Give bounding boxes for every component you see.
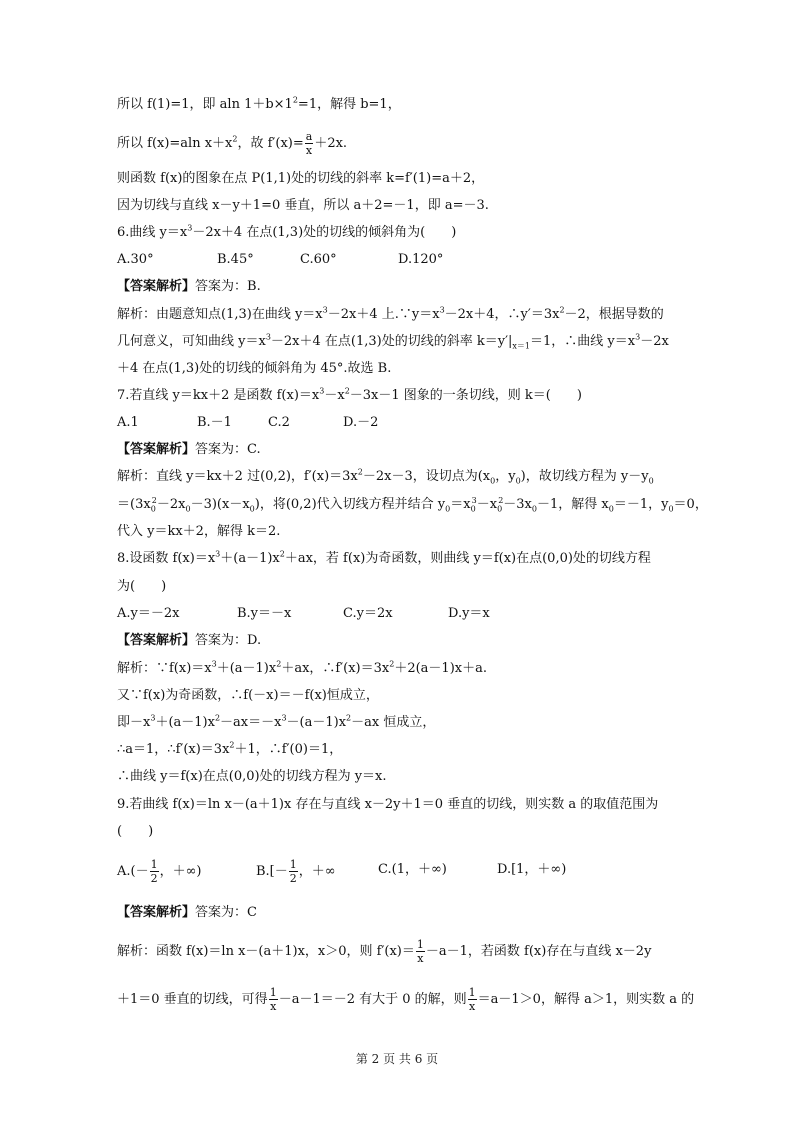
fraction: $\frac{1}{x}$ [416,938,424,965]
option-b: B.－1 [197,415,232,430]
text-line: 所以 f(1)=1，即 aln $1+b\times 1^2=1$，解得 b=1， [117,95,401,112]
option-b: B.[－ $\frac{1}{2}$ ，＋∞ [256,858,336,885]
question-9: 9.若曲线 f(x)＝ln x－(a＋1)x 存在与直线 x－2y＋1＝0 垂直的切线，则实数 a 的取值范围为 [117,797,659,812]
text-line: ∴a＝1，$\therefore f'(x)=3x^2+1$，∴f′(0)＝1， [117,740,343,757]
option-a: A.30° [117,252,154,267]
fraction: $\frac{1}{x}$ [269,986,277,1013]
answer-line: 【答案解析】答案为：B. [117,279,261,294]
text-line: ∴曲线 y＝f(x)在点(0,0)处的切线方程为 y＝x. [117,769,387,784]
answer-line: 【答案解析】答案为：D. [117,633,262,648]
option-a: A.y＝－2x [117,606,180,621]
text-line: 几何意义，可知曲线 $y=x^3-2x+4$ 在点(1,3)处的切线的斜率 $k=y'|_{x=1}=1$，∴曲线 $y=x^3-2x$ [117,332,669,351]
text-line: 解析：由题意知点(1,3)在曲线 $y=x^3-2x+4$ 上$.\because y=x^3-2x+4$，$\therefore y'=3x^2-2$，根据导数的 [117,305,664,322]
fraction: $\frac{1}{x}$ [468,986,476,1013]
option-d: D.y＝x [448,606,490,621]
text-line: 代入 y＝kx＋2，解得 k＝2. [117,524,281,539]
option-a: A.1 [117,415,139,430]
fraction: $\frac{1}{2}$ [150,858,158,885]
answer-line: 【答案解析】答案为：C. [117,442,261,457]
text-line: 因为切线与直线 x－y＋1=0 垂直，所以 a＋2=－1，即 a=－3. [117,198,489,213]
text-line: 解析：直线 y＝kx＋2 过(0,2)，$f'(x)=3x^2-2x-3$，设切点为($x_0$，$y_0$)，故切线方程为 $y-y_0$ [117,467,654,486]
option-a: A.(－ $\frac{1}{2}$ ，＋∞) [117,858,202,885]
question-7: 7.若直线 y＝kx＋2 是函数 $f(x)=x^3-x^2-3x-1$ 图象的一条切线，则 k＝( ) [117,386,582,403]
text-line: ＋1＝0 垂直的切线，可得 $\frac{1}{x}$ －a－1＝－2 有大于 0 的解，则 $\frac{1}{x}$ ＝a－1＞0，解得 a＞1，则实数 a 的 [117,986,695,1013]
question-8: 8.设函数 $f(x)=x^3+(a-1)x^2+ax$，若 f(x)为奇函数，则曲线 y＝f(x)在点(0,0)处的切线方程 [117,549,651,566]
fraction: $\frac{1}{2}$ [289,858,297,885]
text-line: 解析：函数 f(x)＝ln x－(a＋1)x，x＞0，则 f′(x)＝ $\frac{1}{x}$ －a－1，若函数 f(x)存在与直线 x－2y [117,938,652,965]
text-line: 为( ) [117,579,167,594]
text-line: ＋4 在点(1,3)处的切线的倾斜角为 45°.故选 B. [117,361,392,376]
text-line: 又∵f(x)为奇函数，∴f(－x)＝－f(x)恒成立， [117,688,379,703]
text-line: 解析：$\because f(x)=x^3+(a-1)x^2+ax$，$\therefore f'(x)=3x^2+2(a-1)x+a$. [117,659,487,676]
question-6: 6.曲线 $y=x^3-2x+4$ 在点(1,3)处的切线的倾斜角为( ) [117,223,457,240]
fraction: $\frac{a}{x}$ [305,130,313,157]
text-line: 所以 f(x)=aln $x+x^2$，故 f′(x)= $\frac{a}{x}$ ＋2x. [117,130,348,157]
option-c: C.60° [300,252,337,267]
text-line: $=(3x_0^2-2x_0-3)(x-x_0)$，将(0,2)代入切线方程并结合 $y_0=x_0^3-x_0^2-3x_0-1$，解得 $x_0=-1$，$y_0=0$， [117,495,708,514]
text-line: ( ) [117,824,154,839]
page-footer: 第 2 页 共 6 页 [355,1052,439,1066]
option-c: C.2 [268,415,290,430]
text-line: 则函数 f(x)的图象在点 P(1,1)处的切线的斜率 k=f′(1)=a＋2， [117,171,485,186]
option-c: C.y＝2x [343,606,393,621]
option-c: C.(1，＋∞) [378,862,447,877]
option-d: D.120° [398,252,444,267]
text-line: 即$-x^3+(a-1)x^2-ax=-x^3-(a-1)x^2-ax$ 恒成立， [117,713,436,730]
option-d: D.[1，＋∞) [497,862,567,877]
option-b: B.45° [217,252,254,267]
option-d: D.－2 [343,415,379,430]
option-b: B.y＝－x [237,606,292,621]
answer-line: 【答案解析】答案为：C [117,905,257,920]
